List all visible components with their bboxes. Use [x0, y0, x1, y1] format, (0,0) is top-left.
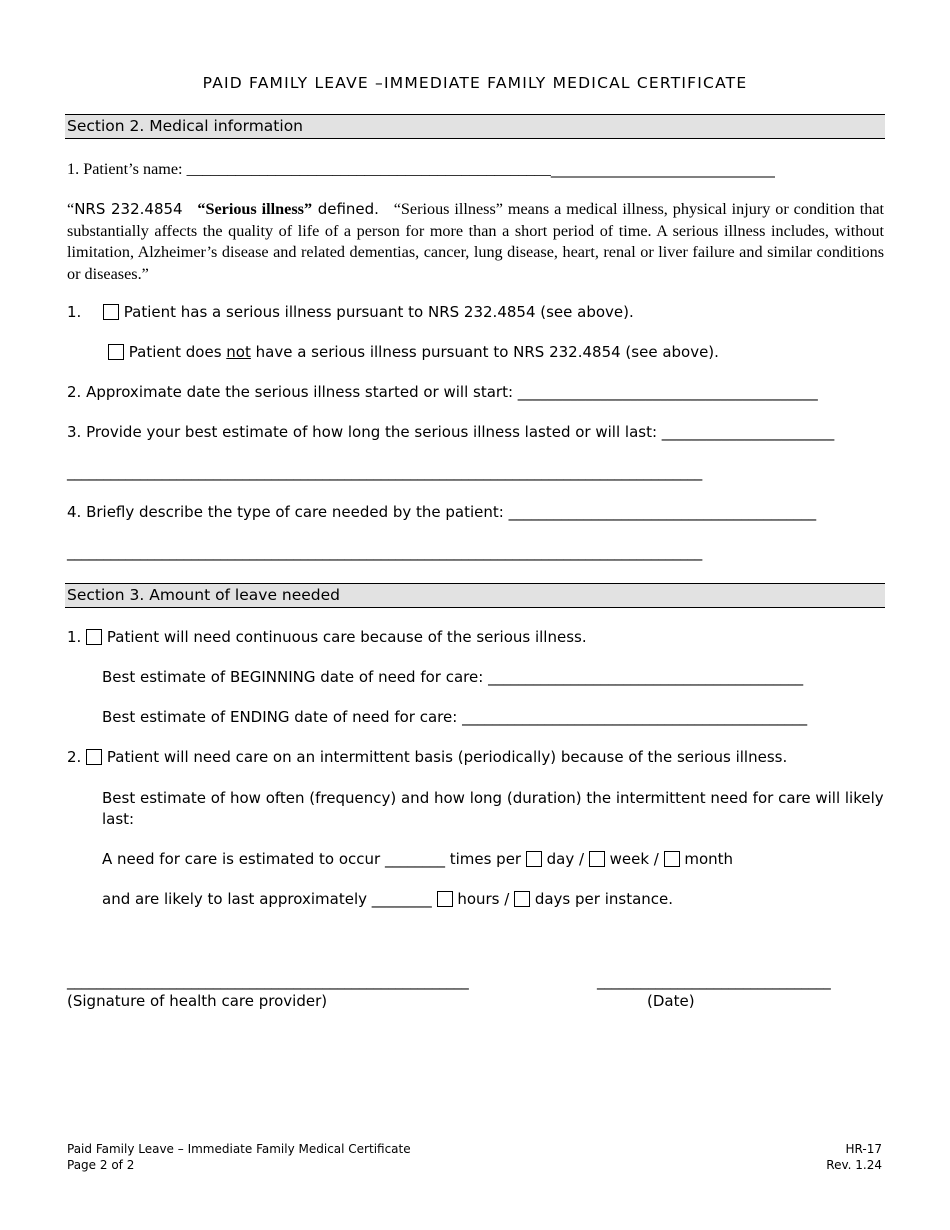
footer-form-code: HR-17: [845, 1142, 882, 1156]
q1-option-no-label: Patient does not have a serious illness pursuant to NRS 232.4854 (see above).: [128, 343, 719, 361]
patient-name-row: [67, 160, 775, 179]
item1-number: 1.: [67, 628, 82, 646]
frequency-row: [102, 850, 733, 868]
footer-form-name: Paid Family Leave – Immediate Family Medical Certificate: [67, 1142, 411, 1156]
begin-date-row: [102, 668, 803, 686]
q1-option-yes-label: Patient has a serious illness pursuant to NRS 232.4854 (see above).: [123, 303, 634, 321]
end-date-label: Best estimate of ENDING date of need for care:: [102, 708, 463, 726]
footer-revision: Rev. 1.24: [826, 1158, 882, 1172]
date-caption: (Date): [647, 992, 695, 1010]
q1-option-no: [108, 343, 719, 361]
begin-date-field[interactable]: __________________________________________: [488, 668, 804, 686]
begin-date-label: Best estimate of BEGINNING date of need for care:: [102, 668, 489, 686]
times-per-label: times per: [444, 850, 526, 868]
statute-reference: NRS 232.4854: [74, 200, 183, 218]
illness-start-date-field[interactable]: ________________________________________: [517, 383, 818, 401]
q4-label: 4. Briefly describe the type of care needed by the patient:: [67, 503, 509, 521]
intermittent-care-label: Patient will need care on an intermittent basis (periodically) because of the serious illness.: [106, 748, 788, 766]
duration-row: [102, 890, 673, 908]
q3-label: 3. Provide your best estimate of how long the serious illness lasted or will last:: [67, 423, 662, 441]
q2-row: [67, 383, 818, 401]
patient-name-field[interactable]: _____________________________________________: [186, 160, 551, 178]
days-checkbox[interactable]: [514, 891, 530, 907]
end-date-field[interactable]: ______________________________________________: [462, 708, 808, 726]
intermittent-care-row: [67, 748, 787, 766]
serious-illness-yes-checkbox[interactable]: [103, 304, 119, 320]
q4-row: [67, 503, 816, 521]
signature-caption: (Signature of health care provider): [67, 992, 328, 1010]
per-month-checkbox[interactable]: [664, 851, 680, 867]
frequency-instructions-line1: Best estimate of how often (frequency) and how long (duration) the intermittent need for care will likely: [102, 789, 884, 807]
care-description-field-line2[interactable]: _______________________________________________________________________________________: [67, 543, 703, 561]
patient-name-label: 1. Patient’s name:: [67, 160, 187, 178]
q1-number: 1.: [67, 303, 82, 321]
frequency-instructions-line2: last:: [102, 810, 135, 828]
section-2-heading: Section 2. Medical information: [65, 114, 885, 139]
week-label: week /: [604, 850, 664, 868]
footer-right: [826, 1141, 882, 1173]
continuous-care-checkbox[interactable]: [86, 629, 102, 645]
intermittent-care-checkbox[interactable]: [86, 749, 102, 765]
hours-checkbox[interactable]: [437, 891, 453, 907]
signature-field[interactable]: _______________________________________________________: [67, 972, 469, 990]
continuous-care-label: Patient will need continuous care because of the serious illness.: [106, 628, 587, 646]
date-field[interactable]: ________________________________: [597, 972, 831, 990]
end-date-row: [102, 708, 807, 726]
day-label: day /: [541, 850, 589, 868]
per-day-checkbox[interactable]: [526, 851, 542, 867]
defined-term: “Serious illness”: [197, 200, 313, 218]
days-per-instance-label: days per instance.: [530, 890, 674, 908]
continuous-care-row: [67, 628, 587, 646]
last-label: and are likely to last approximately: [102, 890, 372, 908]
duration-amount-field[interactable]: ________: [371, 890, 432, 908]
month-label: month: [679, 850, 734, 868]
patient-name-field-continued[interactable]: ________________________________: [550, 162, 775, 178]
section-3-heading: Section 3. Amount of leave needed: [65, 583, 885, 608]
q2-label: 2. Approximate date the serious illness started or will start:: [67, 383, 518, 401]
occur-label: A need for care is estimated to occur: [102, 850, 385, 868]
form-title: PAID FAMILY LEAVE –IMMEDIATE FAMILY MEDICAL CERTIFICATE: [202, 74, 748, 92]
footer-page-number: Page 2 of 2: [67, 1158, 135, 1172]
hours-label: hours /: [452, 890, 515, 908]
times-count-field[interactable]: ________: [384, 850, 445, 868]
illness-duration-field[interactable]: _______________________: [661, 423, 835, 441]
illness-duration-field-line2[interactable]: _______________________________________________________________________________________: [67, 463, 703, 481]
per-week-checkbox[interactable]: [589, 851, 605, 867]
q1-option-yes: [103, 303, 634, 321]
item2-number: 2.: [67, 748, 82, 766]
footer-left: [67, 1141, 411, 1173]
q3-row: [67, 423, 834, 441]
serious-illness-no-checkbox[interactable]: [108, 344, 124, 360]
care-description-field[interactable]: _________________________________________: [508, 503, 817, 521]
serious-illness-definition: “NRS 232.4854 “Serious illness” defined. “Serious illness” means a medical illness, physical injury or condition that substantially affects the quality of life of a person for more than a short period of time. A serious illness includes, without limitation, Alzheimer’s disease and related dementias, cancer, lung disease, heart, renal or liver failure and similar conditions or diseases.”: [67, 200, 885, 283]
